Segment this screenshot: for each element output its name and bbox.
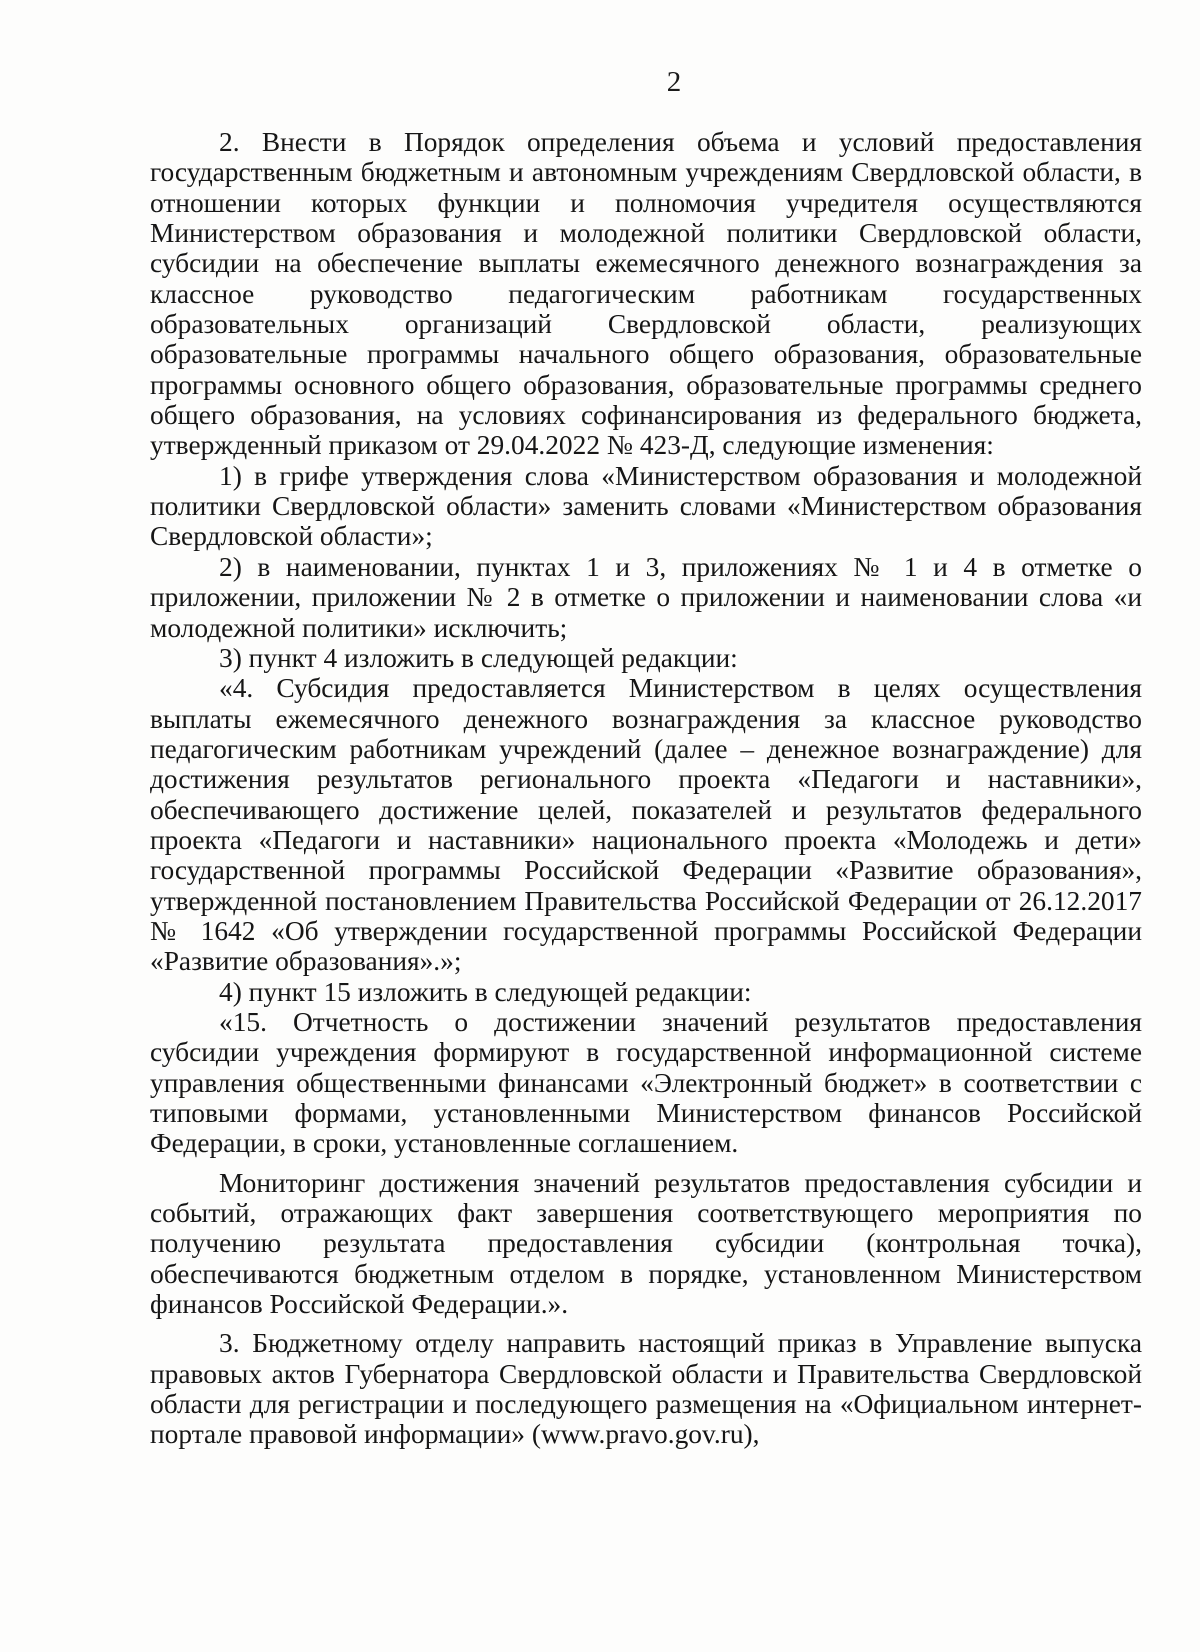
paragraph-subitem-3: 3) пункт 4 изложить в следующей редакции: (219, 642, 738, 673)
document-body (150, 127, 1142, 1450)
paragraph-item-3: 3. Бюджетному отделу направить настоящий приказ в Управление выпуска правовых актов Губернатора Свердловской области и Правительства Свердловской области для регистрации и последующего размещения на «Официальном интернет-портале правовой информации» (www.pravo.gov.ru), (150, 1328, 1142, 1450)
paragraph-new-clause-4: «4. Субсидия предоставляется Министерством в целях осуществления выплаты ежемесячного денежного вознаграждения за классное руководство педагогическим работникам учреждений (далее – денежное вознаграждение) для достижения результатов регионального проекта «Педагоги и наставники», обеспечивающего достижение целей, показателей и результатов федерального проекта «Педагоги и наставники» национального проекта «Молодежь и дети» государственной программы Российской Федерации «Развитие образования», утвержденной постановлением Правительства Российской Федерации от 26.12.2017 № 1642 «Об утверждении государственной программы Российской Федерации «Развитие образования».»; (150, 673, 1142, 977)
page-number: 2 (666, 66, 682, 98)
paragraph-item-2: 2. Внести в Порядок определения объема и условий предоставления государственным бюджетным и автономным учреждениям Свердловской области, в отношении которых функции и полномочия учредителя осуществляются Министерством образования и молодежной политики Свердловской области, субсидии на обеспечение выплаты ежемесячного денежного вознаграждения за классное руководство педагогическим работникам государственных образовательных организаций Свердловской области, реализующих образовательные программы начального общего образования, образовательные программы основного общего образования, образовательные программы среднего общего образования, на условиях софинансирования из федерального бюджета, утвержденный приказом от 29.04.2022 № 423-Д, следующие изменения: (150, 127, 1142, 461)
paragraph-new-clause-15: «15. Отчетность о достижении значений результатов предоставления субсидии учреждения формируют в государственной информационной системе управления общественными финансами «Электронный бюджет» в соответствии с типовыми формами, установленными Министерством финансов Российской Федерации, в сроки, установленные соглашением. (150, 1006, 1142, 1159)
paragraph-subitem-4: 4) пункт 15 изложить в следующей редакции: (219, 976, 752, 1007)
paragraph-subitem-1: 1) в грифе утверждения слова «Министерством образования и молодежной политики Свердловской области» заменить словами «Министерством образования Свердловской области»; (150, 460, 1142, 552)
paragraph-monitoring: Мониторинг достижения значений результатов предоставления субсидии и событий, отражающих факт завершения соответствующего мероприятия по получению результата предоставления субсидии (контрольная точка), обеспечиваются бюджетным отделом в порядке, установленном Министерством финансов Российской Федерации.». (150, 1167, 1142, 1320)
paragraph-subitem-2: 2) в наименовании, пунктах 1 и 3, приложениях № 1 и 4 в отметке о приложении, приложении № 2 в отметке о приложении и наименовании слова «и молодежной политики» исключить; (150, 551, 1142, 643)
